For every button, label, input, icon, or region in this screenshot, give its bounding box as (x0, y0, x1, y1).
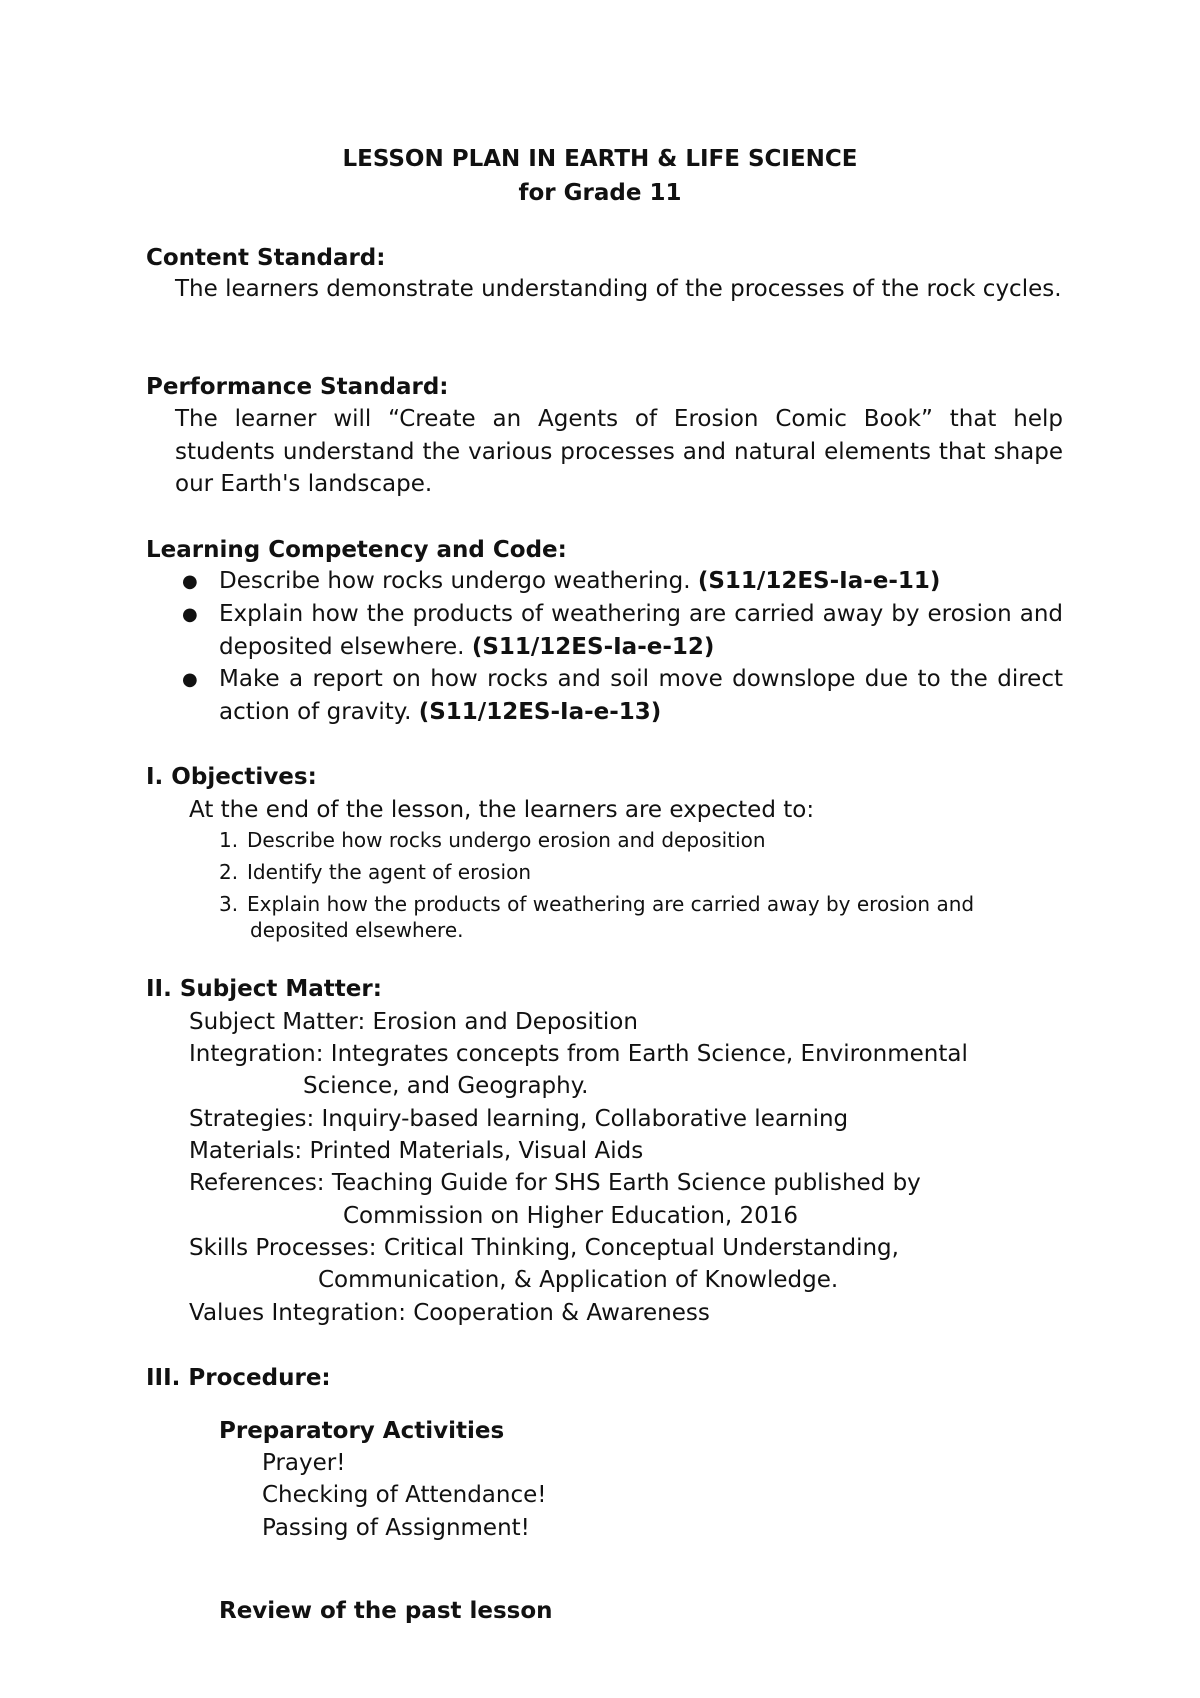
objectives-intro: At the end of the lesson, the learners are expected to: (189, 797, 815, 823)
competency-code: (S11/12ES-Ia-e-11) (697, 568, 941, 594)
objective-item: Explain how the products of weathering are carried away by erosion and (247, 892, 975, 916)
competency-code: (S11/12ES-Ia-e-12) (471, 633, 715, 660)
bullet-icon: ● (182, 604, 198, 625)
materials-line: Materials: Printed Materials, Visual Aids (189, 1138, 644, 1164)
content-standard-text: The learners demonstrate understanding of the processes of the rock cycles. (175, 276, 1062, 302)
strategies-line: Strategies: Inquiry-based learning, Collaborative learning (189, 1106, 849, 1132)
performance-standard-text: The learner will “Create an Agents of Erosion Comic Book” that help students understand the various processes and natural elements that shape our Earth's landscape. (175, 406, 1063, 497)
document-subtitle: for Grade 11 (518, 180, 682, 206)
bullet-icon: ● (182, 669, 198, 690)
preparatory-item: Prayer! (262, 1450, 346, 1476)
subject-matter-line: Subject Matter: Erosion and Deposition (189, 1009, 638, 1035)
content-standard-heading: Content Standard: (146, 245, 386, 271)
competency-item: Explain how the products of weathering are carried away by erosion and deposited elsewhere. (S11/12ES-Ia-e-12) (219, 601, 1063, 660)
objective-item: Describe how rocks undergo erosion and deposition (247, 828, 766, 852)
integration-line: Integration: Integrates concepts from Earth Science, Environmental (189, 1041, 968, 1067)
objective-item: Identify the agent of erosion (247, 860, 532, 884)
preparatory-item: Checking of Attendance! (262, 1482, 547, 1508)
competency-code: (S11/12ES-Ia-e-13) (418, 698, 662, 725)
performance-standard-heading: Performance Standard: (146, 374, 449, 400)
competency-item: Describe how rocks undergo weathering. (S11/12ES-Ia-e-11) (219, 568, 941, 594)
learning-competency-heading: Learning Competency and Code: (146, 537, 567, 563)
references-line-continuation: Commission on Higher Education, 2016 (343, 1203, 799, 1229)
objective-item-continuation: deposited elsewhere. (250, 918, 464, 942)
objective-number: 3. (219, 892, 239, 916)
objective-number: 2. (219, 860, 239, 884)
competency-item: Make a report on how rocks and soil move downslope due to the direct action of gravity. (S11/12ES-Ia-e-13) (219, 666, 1063, 725)
objectives-heading: I. Objectives: (146, 764, 317, 790)
bullet-icon: ● (182, 571, 198, 592)
objective-number: 1. (219, 828, 239, 852)
references-line: References: Teaching Guide for SHS Earth Science published by (189, 1170, 921, 1196)
preparatory-activities-heading: Preparatory Activities (219, 1418, 505, 1444)
procedure-heading: III. Procedure: (146, 1365, 331, 1391)
values-line: Values Integration: Cooperation & Awareness (189, 1300, 710, 1326)
preparatory-item: Passing of Assignment! (262, 1515, 530, 1541)
skills-line: Skills Processes: Critical Thinking, Conceptual Understanding, (189, 1235, 899, 1261)
skills-line-continuation: Communication, & Application of Knowledge. (318, 1267, 839, 1293)
subject-matter-heading: II. Subject Matter: (146, 976, 382, 1002)
document-title: LESSON PLAN IN EARTH & LIFE SCIENCE (342, 146, 858, 172)
review-heading: Review of the past lesson (219, 1598, 553, 1624)
integration-line-continuation: Science, and Geography. (303, 1073, 589, 1099)
